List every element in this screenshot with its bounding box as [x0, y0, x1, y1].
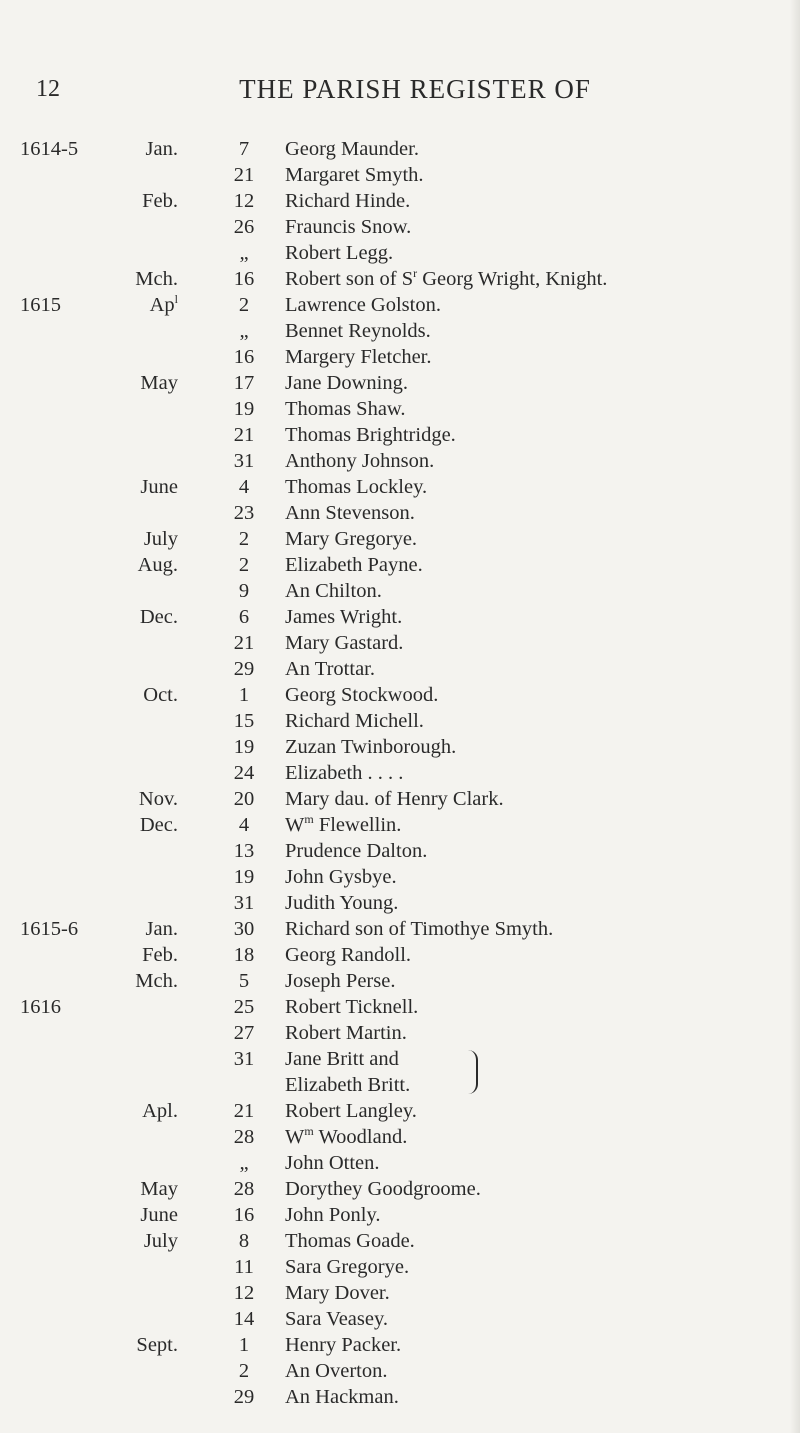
entry-day: 28: [233, 1126, 255, 1148]
entry-name-cell: [285, 786, 504, 812]
entry-month-text: July: [143, 528, 178, 550]
entry-name-cell: [285, 942, 411, 968]
entry-month: [0, 474, 178, 500]
register-entry: [0, 578, 800, 604]
entry-name: Georg Randoll.: [285, 944, 412, 966]
entry-name-superscript: m: [304, 812, 314, 826]
entry-name-cell: [285, 708, 424, 734]
register-entry: [0, 188, 800, 214]
entry-day: 2: [238, 1360, 250, 1382]
entry-name-cell: [285, 838, 427, 864]
entry-name-cell: [285, 1332, 401, 1358]
register-entry: [0, 1176, 800, 1202]
entry-name-cell: [285, 266, 607, 292]
entry-month: [0, 942, 178, 968]
entry-month-text: Dec.: [139, 606, 178, 628]
register-entry: [0, 864, 800, 890]
entry-name: Jane Britt and: [285, 1048, 399, 1070]
page-header: [0, 70, 800, 110]
register-entry: [0, 266, 800, 292]
entry-name: James Wright.: [285, 606, 403, 628]
entry-name: Robert Legg.: [285, 242, 394, 264]
entry-year: 1615: [20, 294, 61, 316]
register-entry: [0, 214, 800, 240]
entry-name: An Overton.: [285, 1360, 388, 1382]
register-entry: [0, 994, 800, 1020]
entry-name: Jane Downing.: [285, 372, 408, 394]
entry-month: [0, 968, 178, 994]
entry-name-cell: [285, 656, 375, 682]
entry-month: [0, 812, 178, 838]
entry-name-cell: [285, 526, 417, 552]
entry-name: Robert Martin.: [285, 1022, 407, 1044]
entry-name-cell: [285, 812, 401, 838]
entry-month: [0, 1202, 178, 1228]
entry-name-cell: [285, 1124, 407, 1150]
register-entry: [0, 656, 800, 682]
entry-name: An Chilton.: [285, 580, 382, 602]
page-title: THE PARISH REGISTER OF: [239, 74, 591, 104]
entry-name: Mary Dover.: [285, 1282, 390, 1304]
entry-day: 21: [233, 632, 255, 654]
register-entry: [0, 916, 800, 942]
register-entry: [0, 1280, 800, 1306]
entry-name: Elizabeth Payne.: [285, 554, 423, 576]
register-entry: [0, 318, 800, 344]
entry-name-rest: Georg Wright, Knight.: [417, 268, 608, 290]
entry-name: Joseph Perse.: [285, 970, 396, 992]
entry-month: [0, 526, 178, 552]
entry-name-cell: [285, 916, 553, 942]
entry-name-cell: [285, 214, 411, 240]
register-entry: [0, 292, 800, 318]
entry-day: 2: [238, 294, 250, 316]
entry-name-cell: [285, 604, 402, 630]
entry-month-text: June: [140, 476, 178, 498]
entry-month: [0, 916, 178, 942]
entry-name-group: [285, 1046, 410, 1098]
entry-name-cell: [285, 994, 418, 1020]
entry-day: 19: [233, 866, 255, 888]
register-entries: [0, 136, 800, 1410]
register-entry: [0, 1150, 800, 1176]
entry-name-cell: [285, 578, 382, 604]
entry-name: Robert Ticknell.: [285, 996, 419, 1018]
register-entry: [0, 1046, 800, 1098]
entry-name-cell: [285, 630, 403, 656]
entry-day: 2: [238, 528, 250, 550]
entry-name-cell: [285, 474, 427, 500]
register-entry: [0, 162, 800, 188]
entry-name-superscript: m: [304, 1124, 314, 1138]
entry-name-cell: [285, 1202, 381, 1228]
register-entry: [0, 1228, 800, 1254]
entry-name-cell: [285, 890, 398, 916]
entry-day: 31: [233, 450, 255, 472]
entry-name-cell: [285, 1020, 407, 1046]
entry-day: 13: [233, 840, 255, 862]
entry-name: Anthony Johnson.: [285, 450, 435, 472]
entry-name: Mary dau. of Henry Clark.: [285, 788, 504, 810]
entry-day: 16: [233, 1204, 255, 1226]
entry-month: [0, 786, 178, 812]
entry-month: [0, 370, 178, 396]
entry-name-cell: [285, 1306, 388, 1332]
entry-month: [0, 1332, 178, 1358]
entry-name-cell: [285, 1228, 415, 1254]
entry-month-text: Jan.: [145, 138, 178, 160]
entry-month-text: Nov.: [138, 788, 178, 810]
brace-icon: [468, 1050, 478, 1094]
register-entry: [0, 396, 800, 422]
entry-day: 12: [233, 1282, 255, 1304]
entry-name-cell: [285, 682, 438, 708]
entry-month-text: Mch.: [135, 970, 178, 992]
page-number: 12: [36, 76, 60, 102]
entry-month: [0, 682, 178, 708]
entry-day: 16: [233, 268, 255, 290]
entry-name: Georg Maunder.: [285, 138, 419, 160]
entry-name: Robert son of S: [285, 268, 414, 290]
entry-year: 1615-6: [20, 918, 79, 940]
entry-day: 11: [234, 1256, 254, 1278]
entry-day: „: [239, 320, 249, 342]
register-entry: [0, 760, 800, 786]
entry-day: 29: [233, 658, 255, 680]
entry-name: Henry Packer.: [285, 1334, 402, 1356]
entry-name-cell: [285, 240, 393, 266]
entry-day: 21: [233, 424, 255, 446]
entry-day: 8: [238, 1230, 250, 1252]
register-entry: [0, 968, 800, 994]
entry-day: 27: [233, 1022, 255, 1044]
entry-name-cell: [285, 448, 434, 474]
entry-name: John Gysbye.: [285, 866, 397, 888]
entry-name: Robert Langley.: [285, 1100, 417, 1122]
entry-name-cell: [285, 318, 431, 344]
entry-name: W: [285, 1126, 305, 1148]
entry-month: [0, 1176, 178, 1202]
entry-name-cell: [285, 1150, 380, 1176]
entry-name: Prudence Dalton.: [285, 840, 428, 862]
entry-month-text: Ap: [149, 294, 175, 316]
entry-day: 4: [238, 476, 250, 498]
entry-day: 31: [233, 892, 255, 914]
register-entry: [0, 1306, 800, 1332]
entry-day: 31: [233, 1048, 255, 1070]
entry-name-superscript: r: [413, 266, 418, 280]
entry-name-cell: [285, 500, 415, 526]
entry-name-cell: [285, 422, 456, 448]
entry-month-superscript: l: [174, 292, 178, 306]
register-entry: [0, 630, 800, 656]
entry-month-text: Apl.: [142, 1100, 178, 1122]
entry-name-cell: [285, 760, 403, 786]
entry-month-text: Aug.: [137, 554, 178, 576]
entry-day: 24: [233, 762, 255, 784]
entry-name: Bennet Reynolds.: [285, 320, 431, 342]
entry-name: Ann Stevenson.: [285, 502, 415, 524]
entry-name: An Hackman.: [285, 1386, 399, 1408]
entry-day: „: [239, 1152, 249, 1174]
register-entry: [0, 1254, 800, 1280]
register-entry: [0, 1358, 800, 1384]
entry-day: 29: [233, 1386, 255, 1408]
register-entry: [0, 838, 800, 864]
entry-month-text: May: [140, 1178, 178, 1200]
entry-month-text: June: [140, 1204, 178, 1226]
register-entry: [0, 1124, 800, 1150]
entry-name-cell: [285, 968, 395, 994]
entry-month: [0, 552, 178, 578]
entry-name-cell: [285, 344, 432, 370]
entry-day: 20: [233, 788, 255, 810]
register-entry: [0, 136, 800, 162]
entry-name: Zuzan Twinborough.: [285, 736, 457, 758]
entry-name-cell: [285, 1254, 409, 1280]
register-entry: [0, 708, 800, 734]
entry-name: Margery Fletcher.: [285, 346, 432, 368]
entry-day: 21: [233, 164, 255, 186]
register-entry: [0, 942, 800, 968]
register-entry: [0, 682, 800, 708]
entry-month-text: May: [140, 372, 178, 394]
entry-day: 14: [233, 1308, 255, 1330]
entry-name-cell: [285, 1176, 481, 1202]
entry-name: Frauncis Snow.: [285, 216, 412, 238]
entry-day: 1: [238, 684, 250, 706]
entry-day: 2: [238, 554, 250, 576]
entry-month: [0, 604, 178, 630]
entry-name: Thomas Lockley.: [285, 476, 428, 498]
entry-name: Margaret Smyth.: [285, 164, 424, 186]
entry-name-cell: [285, 292, 441, 318]
entry-name-cell: [285, 1384, 399, 1410]
entry-name: Thomas Brightridge.: [285, 424, 456, 446]
entry-month-text: Sept.: [136, 1334, 178, 1356]
register-entry: [0, 1020, 800, 1046]
entry-day: 9: [238, 580, 250, 602]
entry-day: 19: [233, 736, 255, 758]
entry-day: 17: [233, 372, 255, 394]
entry-day: 18: [233, 944, 255, 966]
entry-day: 23: [233, 502, 255, 524]
entry-name: Judith Young.: [285, 892, 399, 914]
register-entry: [0, 1202, 800, 1228]
entry-name-cell: [285, 1358, 387, 1384]
entry-day: 5: [238, 970, 250, 992]
entry-name: John Ponly.: [285, 1204, 381, 1226]
entry-year: 1614-5: [20, 138, 79, 160]
entry-day: 1: [238, 1334, 250, 1356]
entry-name: Elizabeth . . . .: [285, 762, 404, 784]
register-entry: [0, 526, 800, 552]
entry-year: 1616: [20, 996, 61, 1018]
entry-month-text: Feb.: [142, 944, 178, 966]
register-entry: [0, 448, 800, 474]
entry-month: [0, 292, 178, 318]
entry-day: „: [239, 242, 249, 264]
entry-day: 6: [238, 606, 250, 628]
register-entry: [0, 1384, 800, 1410]
entry-name: Sara Veasey.: [285, 1308, 389, 1330]
entry-name-cell: [285, 162, 424, 188]
entry-name: Richard Michell.: [285, 710, 424, 732]
entry-name: Thomas Shaw.: [285, 398, 406, 420]
register-entry: [0, 370, 800, 396]
entry-name: Dorythey Goodgroome.: [285, 1178, 481, 1200]
entry-month-text: Jan.: [145, 918, 178, 940]
entry-month-text: Feb.: [142, 190, 178, 212]
entry-month-text: Mch.: [135, 268, 178, 290]
entry-month: [0, 266, 178, 292]
register-entry: [0, 474, 800, 500]
register-entry: [0, 552, 800, 578]
entry-name: Georg Stockwood.: [285, 684, 439, 706]
entry-day: 26: [233, 216, 255, 238]
entry-day: 19: [233, 398, 255, 420]
entry-day: 30: [233, 918, 255, 940]
entry-month: [0, 188, 178, 214]
entry-name-cell: [285, 396, 406, 422]
entry-name: Richard Hinde.: [285, 190, 411, 212]
entry-name: W: [285, 814, 305, 836]
entry-day: 4: [238, 814, 250, 836]
register-entry: [0, 1098, 800, 1124]
entry-day: 12: [233, 190, 255, 212]
register-entry: [0, 812, 800, 838]
register-entry: [0, 734, 800, 760]
entry-name: Thomas Goade.: [285, 1230, 415, 1252]
entry-name-cell: [285, 1280, 390, 1306]
entry-name: Richard son of Timothye Smyth.: [285, 918, 554, 940]
entry-name-rest: Flewellin.: [313, 814, 402, 836]
entry-day: 28: [233, 1178, 255, 1200]
entry-name-cell: [285, 1098, 417, 1124]
entry-name: Mary Gregorye.: [285, 528, 418, 550]
register-entry: [0, 604, 800, 630]
entry-name-cell: [285, 370, 408, 396]
entry-name: Sara Gregorye.: [285, 1256, 410, 1278]
entry-day: 25: [233, 996, 255, 1018]
entry-day: 16: [233, 346, 255, 368]
entry-month-text: Oct.: [143, 684, 178, 706]
entry-day: 7: [238, 138, 250, 160]
entry-day: 15: [233, 710, 255, 732]
entry-name-cell: [285, 552, 423, 578]
register-entry: [0, 786, 800, 812]
entry-name: John Otten.: [285, 1152, 380, 1174]
entry-name-second: Elizabeth Britt.: [285, 1074, 411, 1096]
entry-name: An Trottar.: [285, 658, 375, 680]
entry-month-text: July: [143, 1230, 178, 1252]
entry-month: [0, 1098, 178, 1124]
entry-name-cell: [285, 734, 456, 760]
entry-month: [0, 136, 178, 162]
entry-name: Mary Gastard.: [285, 632, 404, 654]
entry-name-cell: [285, 864, 397, 890]
entry-month-text: Dec.: [139, 814, 178, 836]
register-entry: [0, 422, 800, 448]
entry-day: 21: [233, 1100, 255, 1122]
entry-name-cell: [285, 136, 419, 162]
register-entry: [0, 344, 800, 370]
entry-name-cell: [285, 188, 410, 214]
register-entry: [0, 240, 800, 266]
register-entry: [0, 500, 800, 526]
entry-name: Lawrence Golston.: [285, 294, 441, 316]
entry-month: [0, 1228, 178, 1254]
entry-name-rest: Woodland.: [313, 1126, 408, 1148]
register-entry: [0, 890, 800, 916]
register-entry: [0, 1332, 800, 1358]
